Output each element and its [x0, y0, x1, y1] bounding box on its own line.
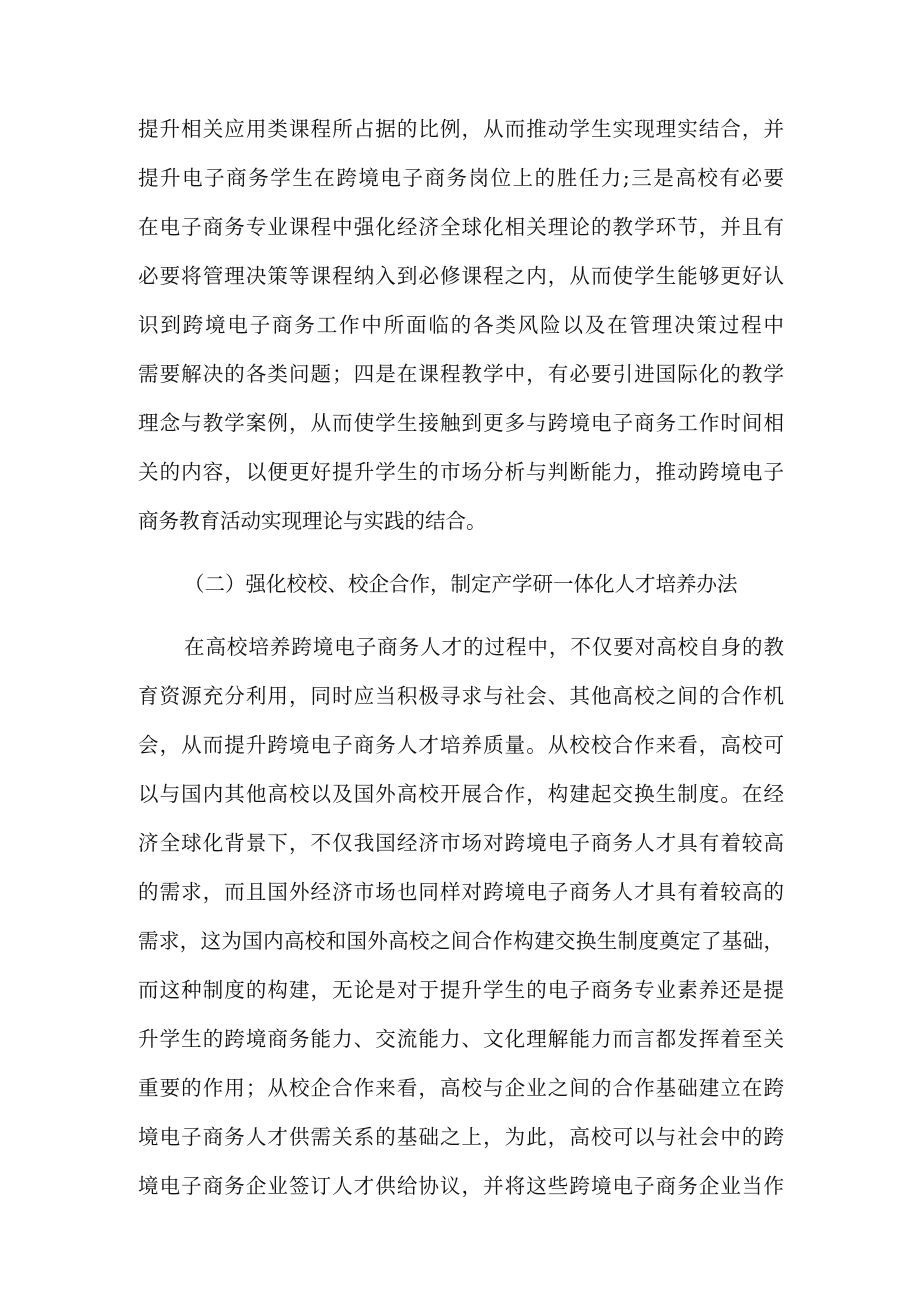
- paragraph-2-line-8: 而这种制度的构建，无论是对于提升学生的电子商务专业素养还是提: [138, 978, 784, 1002]
- paragraph-1-line-4: 必要将管理决策等课程纳入到必修课程之内，从而使学生能够更好认: [138, 264, 784, 288]
- paragraph-1-line-8: 关的内容，以便更好提升学生的市场分析与判断能力，推动跨境电子: [138, 460, 784, 484]
- paragraph-1-line-2: 提升电子商务学生在跨境电子商务岗位上的胜任力;三是高校有必要: [138, 166, 784, 190]
- paragraph-2-line-6: 的需求，而且国外经济市场也同样对跨境电子商务人才具有着较高的: [138, 880, 784, 904]
- paragraph-1-line-5: 识到跨境电子商务工作中所面临的各类风险以及在管理决策过程中: [138, 313, 784, 337]
- paragraph-1-line-9: 商务教育活动实现理论与实践的结合。: [138, 509, 487, 533]
- section-heading: （二）强化校校、校企合作，制定产学研一体化人才培养办法: [184, 572, 738, 596]
- paragraph-1-line-3: 在电子商务专业课程中强化经济全球化相关理论的教学环节，并且有: [138, 215, 784, 239]
- paragraph-2-line-1: 在高校培养跨境电子商务人才的过程中，不仅要对高校自身的教: [184, 635, 784, 659]
- paragraph-2-line-9: 升学生的跨境商务能力、交流能力、文化理解能力而言都发挥着至关: [138, 1027, 784, 1051]
- paragraph-2-line-3: 会，从而提升跨境电子商务人才培养质量。从校校合作来看，高校可: [138, 733, 784, 757]
- paragraph-2-line-7: 需求，这为国内高校和国外高校之间合作构建交换生制度奠定了基础，: [138, 929, 784, 953]
- paragraph-2-line-4: 以与国内其他高校以及国外高校开展合作，构建起交换生制度。在经: [138, 782, 784, 806]
- paragraph-1-line-7: 理念与教学案例，从而使学生接触到更多与跨境电子商务工作时间相: [138, 411, 784, 435]
- paragraph-1-line-1: 提升相关应用类课程所占据的比例，从而推动学生实现理实结合，并: [138, 117, 784, 141]
- paragraph-2-line-11: 境电子商务人才供需关系的基础之上，为此，高校可以与社会中的跨: [138, 1125, 784, 1149]
- paragraph-2-line-2: 育资源充分利用，同时应当积极寻求与社会、其他高校之间的合作机: [138, 684, 784, 708]
- paragraph-2-line-12: 境电子商务企业签订人才供给协议，并将这些跨境电子商务企业当作: [138, 1174, 784, 1198]
- paragraph-1-line-6: 需要解决的各类问题；四是在课程教学中，有必要引进国际化的教学: [138, 362, 784, 386]
- paragraph-2-line-10: 重要的作用；从校企合作来看，高校与企业之间的合作基础建立在跨: [138, 1076, 784, 1100]
- paragraph-2-line-5: 济全球化背景下，不仅我国经济市场对跨境电子商务人才具有着较高: [138, 831, 784, 855]
